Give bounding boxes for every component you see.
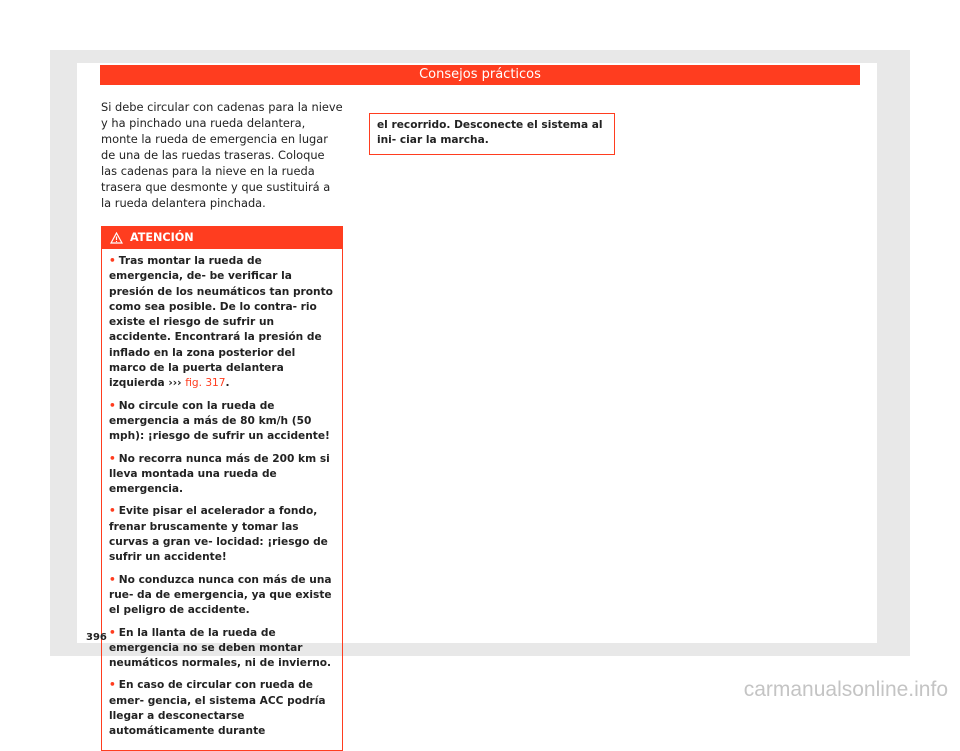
warning-item: • No conduzca nunca con más de una rue- da de emergencia, ya que existe el peligro de accidente. [109,573,332,617]
bullet-icon: • [109,399,116,412]
bullet-icon: • [109,679,116,692]
warning-item: • Evite pisar el acelerador a fondo, frenar bruscamente y tomar las curvas a gran ve- locidad: ¡riesgo de sufrir un accidente! [109,505,328,564]
continuation-text: el recorrido. Desconecte el sistema al ini- ciar la marcha. [377,119,603,147]
bullet-icon: • [109,626,116,639]
warning-item: • No recorra nunca más de 200 km si lleva montada una rueda de emergencia. [109,452,330,496]
bullet-icon: • [109,452,116,465]
bullet-icon: • [109,255,116,267]
warning-title: ATENCIÓN [130,231,194,244]
warning-item: • Tras montar la rueda de emergencia, de- be verificar la presión de los neumáticos tan pronto como sea posible. De lo contra- rio existe el riesgo de sufrir un accidente. Encontrará la presión de inflado en la zona posterior del marco de la puerta delantera izquierda ››› fig. 317. [109,255,333,390]
warning-header [102,227,342,249]
warning-body [102,249,342,750]
warning-item: • En caso de circular con rueda de emer- gencia, el sistema ACC podría llegar a desconectarse automáticamente durante [109,679,326,738]
intro-paragraph: Si debe circular con cadenas para la nieve y ha pinchado una rueda delantera, monte la rueda de emergencia en lugar de una de las ruedas traseras. Coloque las cadenas para la nieve en la rueda trasera que desmonte y que sustituirá a la rueda delantera pinchada. [101,100,343,210]
bullet-icon: • [109,505,116,518]
page-number: 396 [86,632,107,643]
warning-item: • En la llanta de la rueda de emergencia no se deben montar neumáticos normales, ni de invierno. [109,626,332,670]
section-header: Consejos prácticos [100,65,860,85]
left-column [101,99,343,751]
warning-item: • No circule con la rueda de emergencia a más de 80 km/h (50 mph): ¡riesgo de sufrir un accidente! [109,399,330,443]
watermark: carmanualsonline.info [743,678,948,701]
bullet-icon: • [109,573,116,586]
warning-continuation-box [369,113,615,155]
figure-reference-link[interactable]: fig. 317 [185,377,226,390]
warning-box [101,226,343,751]
warning-triangle-icon [110,232,123,244]
